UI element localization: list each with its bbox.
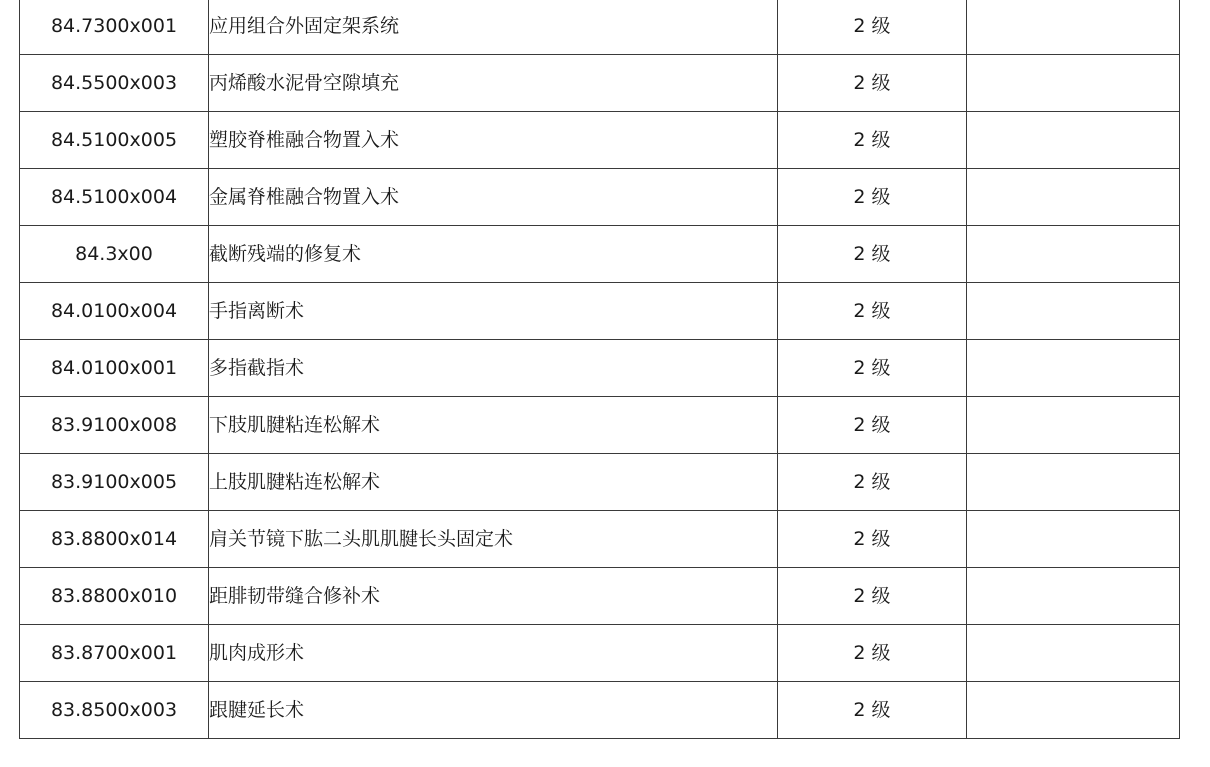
procedure-level-cell: 2 级: [778, 226, 967, 283]
procedure-code-cell: 84.5100x005: [20, 112, 209, 169]
table-row: [20, 625, 1180, 682]
procedure-note-cell: [967, 340, 1180, 397]
table-row: [20, 682, 1180, 739]
procedure-code-cell: 84.0100x001: [20, 340, 209, 397]
procedure-code-cell: 83.8800x010: [20, 568, 209, 625]
procedure-level-cell: 2 级: [778, 397, 967, 454]
procedure-code-cell: 83.8700x001: [20, 625, 209, 682]
table-row: [20, 169, 1180, 226]
procedure-name-cell: 塑胶脊椎融合物置入术: [209, 112, 778, 169]
procedure-note-cell: [967, 454, 1180, 511]
table-row: [20, 55, 1180, 112]
procedure-note-cell: [967, 226, 1180, 283]
procedure-name-cell: 跟腱延长术: [209, 682, 778, 739]
procedure-note-cell: [967, 397, 1180, 454]
table-row: [20, 511, 1180, 568]
procedure-level-cell: 2 级: [778, 511, 967, 568]
procedure-name-cell: 手指离断术: [209, 283, 778, 340]
procedure-note-cell: [967, 55, 1180, 112]
procedure-name-cell: 肩关节镜下肱二头肌肌腱长头固定术: [209, 511, 778, 568]
procedure-note-cell: [967, 682, 1180, 739]
procedure-note-cell: [967, 625, 1180, 682]
procedure-note-cell: [967, 169, 1180, 226]
procedure-level-cell: 2 级: [778, 340, 967, 397]
table-row: [20, 340, 1180, 397]
procedure-name-cell: 丙烯酸水泥骨空隙填充: [209, 55, 778, 112]
procedure-note-cell: [967, 0, 1180, 55]
procedure-name-cell: 下肢肌腱粘连松解术: [209, 397, 778, 454]
procedure-table: [19, 0, 1180, 739]
table-row: [20, 226, 1180, 283]
procedure-name-cell: 金属脊椎融合物置入术: [209, 169, 778, 226]
procedure-note-cell: [967, 283, 1180, 340]
table-row: [20, 283, 1180, 340]
table-row: [20, 397, 1180, 454]
procedure-name-cell: 肌肉成形术: [209, 625, 778, 682]
procedure-name-cell: 上肢肌腱粘连松解术: [209, 454, 778, 511]
table-row: [20, 568, 1180, 625]
procedure-note-cell: [967, 511, 1180, 568]
procedure-note-cell: [967, 112, 1180, 169]
procedure-code-cell: 84.5100x004: [20, 169, 209, 226]
table-row: [20, 112, 1180, 169]
procedure-level-cell: 2 级: [778, 55, 967, 112]
procedure-name-cell: 距腓韧带缝合修补术: [209, 568, 778, 625]
procedure-code-cell: 83.8500x003: [20, 682, 209, 739]
procedure-name-cell: 应用组合外固定架系统: [209, 0, 778, 55]
table-row: [20, 454, 1180, 511]
procedure-code-cell: 84.0100x004: [20, 283, 209, 340]
procedure-code-cell: 83.8800x014: [20, 511, 209, 568]
procedure-code-cell: 84.5500x003: [20, 55, 209, 112]
procedure-level-cell: 2 级: [778, 283, 967, 340]
procedure-level-cell: 2 级: [778, 0, 967, 55]
procedure-note-cell: [967, 568, 1180, 625]
procedure-code-cell: 84.7300x001: [20, 0, 209, 55]
procedure-level-cell: 2 级: [778, 682, 967, 739]
procedure-code-cell: 83.9100x008: [20, 397, 209, 454]
procedure-code-cell: 83.9100x005: [20, 454, 209, 511]
procedure-table-body: [20, 0, 1180, 739]
procedure-code-cell: 84.3x00: [20, 226, 209, 283]
table-row: [20, 0, 1180, 55]
procedure-name-cell: 截断残端的修复术: [209, 226, 778, 283]
procedure-table-sheet: [19, 0, 1179, 739]
procedure-level-cell: 2 级: [778, 625, 967, 682]
procedure-level-cell: 2 级: [778, 169, 967, 226]
procedure-name-cell: 多指截指术: [209, 340, 778, 397]
procedure-level-cell: 2 级: [778, 568, 967, 625]
procedure-level-cell: 2 级: [778, 454, 967, 511]
procedure-level-cell: 2 级: [778, 112, 967, 169]
